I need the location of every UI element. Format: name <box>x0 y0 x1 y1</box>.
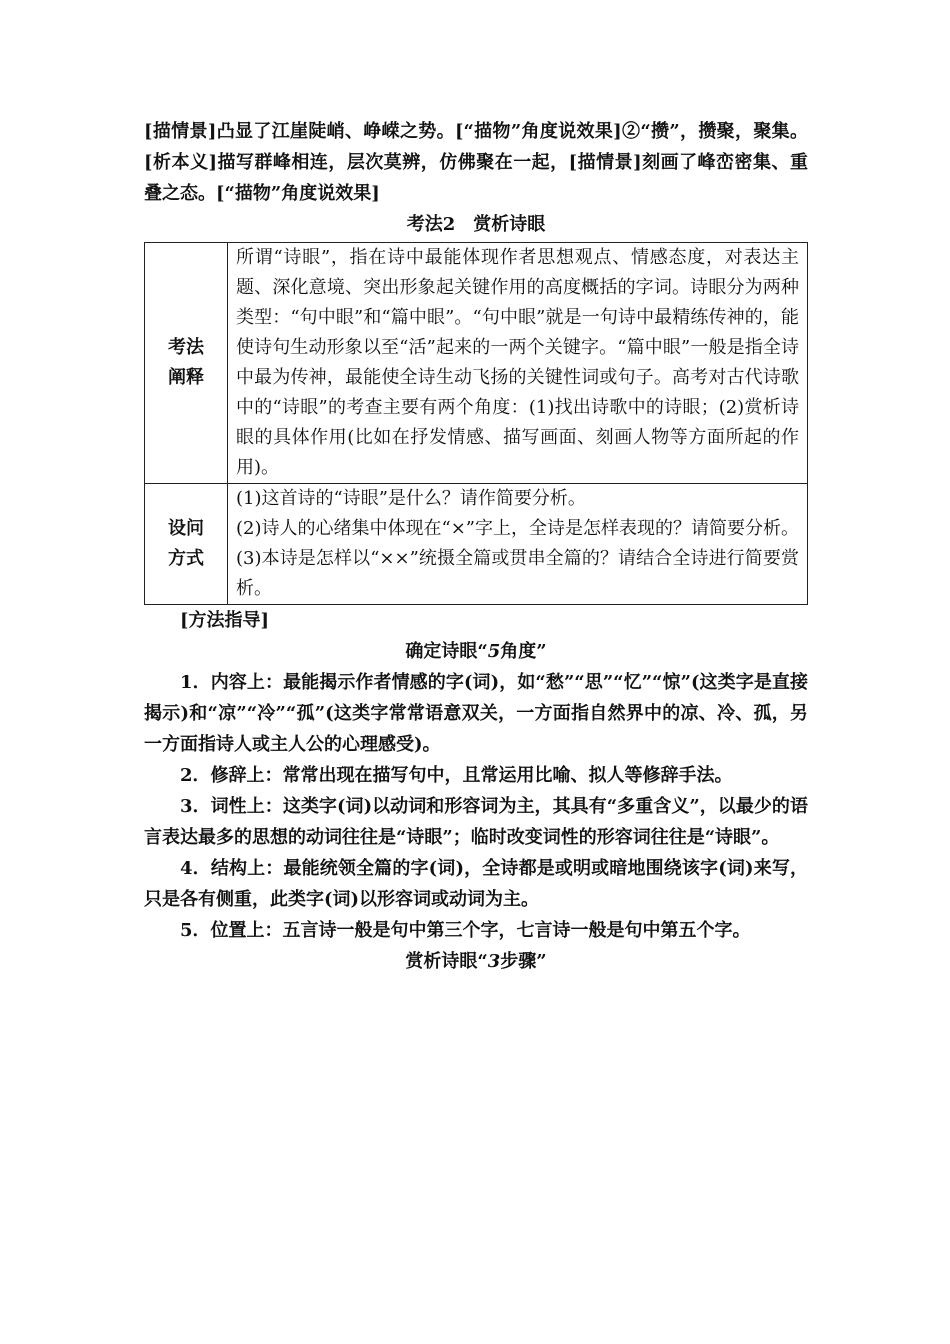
point-text: 最能统领全篇的字(词)，全诗都是或明或暗地围绕该字(词)来写，只是各有侧重，此类字(词)以形容词或动词为主。 <box>144 858 808 910</box>
intro-text-3: 描写群峰相连，层次莫辨，仿佛聚在一起， <box>216 152 569 173</box>
row-label-explanation: 考法 阐释 <box>145 243 228 484</box>
point-3 <box>144 791 808 853</box>
point-lead: 3．词性上： <box>180 796 283 817</box>
intro-paragraph <box>144 116 808 209</box>
point-lead: 5．位置上： <box>180 920 283 941</box>
heading-five-angles <box>144 636 808 667</box>
intro-text-2: ②“攒”，攒聚，聚集。 <box>621 121 808 142</box>
heading-three-steps-pre: 赏析诗眼“ <box>405 951 488 972</box>
heading-three-steps-post: 步骤” <box>500 951 547 972</box>
section-title: 考法2 赏析诗眼 <box>406 214 546 235</box>
point-1 <box>144 667 808 760</box>
table-row <box>145 243 808 484</box>
document-page <box>144 116 808 977</box>
method-guide-label: [方法指导] <box>180 610 270 631</box>
question-item: (3)本诗是怎样以“××”统摄全篇或贯串全篇的？请结合全诗进行简要赏析。 <box>236 548 800 599</box>
tag-effect: [“描物”角度说效果] <box>454 121 622 142</box>
point-text: 最能揭示作者情感的字(词)，如“愁”“思”“忆”“惊”(这类字是直接揭示)和“凉”“冷”“孤”(这类字常常语意双关，一方面指自然界中的凉、冷、孤，另一方面指诗人或主人公的心理感受)。 <box>144 672 808 755</box>
point-text: 这类字(词)以动词和形容词为主，其具有“多重含义”，以最少的语言表达最多的思想的动词往往是“诗眼”；临时改变词性的形容词往往是“诗眼”。 <box>144 796 808 848</box>
point-text: 五言诗一般是句中第三个字，七言诗一般是句中第五个字。 <box>282 920 751 941</box>
question-item: (1)这首诗的“诗眼”是什么？请作简要分析。 <box>236 488 586 509</box>
point-text: 常常出现在描写句中，且常运用比喻、拟人等修辞手法。 <box>282 765 733 786</box>
intro-text-1: 凸显了江崖陡峭、峥嵘之势。 <box>216 121 455 142</box>
point-lead: 2．修辞上： <box>180 765 283 786</box>
point-lead: 4．结构上： <box>180 858 284 879</box>
row-label-question-style: 设问 方式 <box>145 484 228 605</box>
heading-five-angles-pre: 确定诗眼“ <box>405 641 488 662</box>
heading-five-angles-num: 5 <box>487 641 501 662</box>
point-lead: 1．内容上： <box>180 672 284 693</box>
heading-three-steps <box>144 946 808 977</box>
row-content-question-style <box>228 484 808 605</box>
heading-three-steps-num: 3 <box>487 951 501 972</box>
row-content-explanation: 所谓“诗眼”，指在诗中最能体现作者思想观点、情感态度，对表达主题、深化意境、突出形象起关键作用的高度概括的字词。诗眼分为两种类型：“句中眼”和“篇中眼”。“句中眼”就是一句诗中最精练传神的，能使诗句生动形象以至“活”起来的一两个关键字。“篇中眼”一般是指全诗中最为传神，最能使全诗生动飞扬的关键性词或句子。高考对古代诗歌中的“诗眼”的考查主要有两个角度：(1)找出诗歌中的诗眼；(2)赏析诗眼的具体作用(比如在抒发情感、描写画面、刻画人物等方面所起的作用)。 <box>228 243 808 484</box>
point-2 <box>144 760 808 791</box>
tag-original-meaning: [析本义] <box>144 152 217 173</box>
point-4 <box>144 853 808 915</box>
tag-effect-2: [“描物”角度说效果] <box>216 183 380 204</box>
heading-five-angles-post: 角度” <box>500 641 547 662</box>
tag-describe-scene-2: [描情景] <box>568 152 642 173</box>
question-item: (2)诗人的心绪集中体现在“×”字上，全诗是怎样表现的？请简要分析。 <box>236 518 799 539</box>
intro-text-4: 刻画了峰峦密集、重叠之态。 <box>144 152 808 204</box>
tag-describe-scene: [描情景] <box>144 121 217 142</box>
table-row <box>145 484 808 605</box>
exam-method-table <box>144 242 808 605</box>
point-5 <box>144 915 808 946</box>
